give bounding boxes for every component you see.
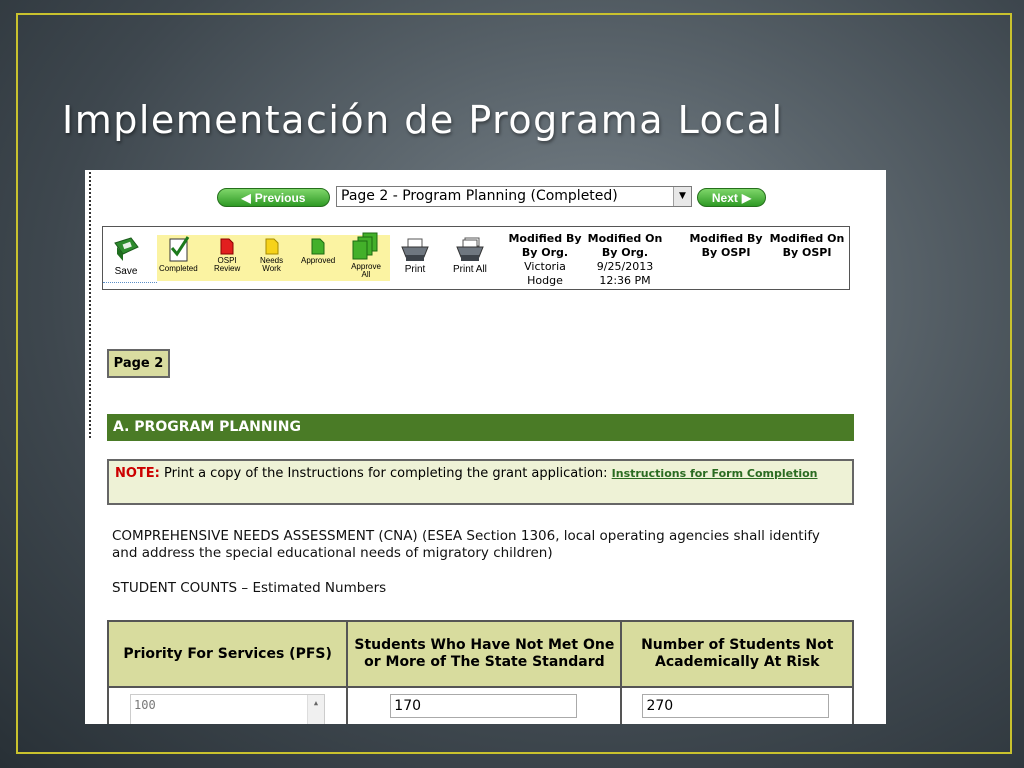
modified-on-org-header: Modified On By Org.	[587, 232, 663, 259]
approve-all-label: Approve All	[351, 262, 381, 279]
pfs-cell	[108, 687, 347, 724]
needs-work-icon	[262, 235, 282, 255]
pfs-textarea[interactable]	[130, 694, 325, 724]
student-counts-table	[107, 620, 854, 724]
modified-by-ospi-header: Modified By By OSPI	[689, 232, 763, 259]
instructions-link[interactable]: Instructions for Form Completion	[611, 467, 818, 480]
note-text: Print a copy of the Instructions for completing the grant application:	[164, 466, 608, 481]
save-icon	[111, 235, 141, 265]
approved-tool[interactable]	[301, 235, 335, 265]
previous-button-label: Previous	[254, 190, 306, 205]
print-tool[interactable]	[400, 237, 430, 275]
scroll-up-icon[interactable]: ▲	[307, 695, 324, 724]
next-button-label: Next	[711, 190, 738, 205]
approved-icon	[308, 235, 328, 255]
dropdown-arrow-icon[interactable]: ▼	[673, 187, 691, 206]
next-button[interactable]	[697, 188, 766, 207]
needs-work-label: Needs Work	[260, 256, 284, 273]
triangle-left-icon: ◀	[241, 190, 251, 205]
student-counts-label: STUDENT COUNTS – Estimated Numbers	[112, 580, 387, 596]
modified-on-org	[585, 232, 665, 288]
completed-tool[interactable]	[159, 235, 198, 273]
note-box	[107, 459, 854, 505]
save-tool[interactable]	[111, 235, 141, 277]
header-not-met: Students Who Have Not Met One or More of The State Standard	[347, 621, 621, 687]
note-label: NOTE:	[115, 466, 160, 481]
header-pfs: Priority For Services (PFS)	[108, 621, 347, 687]
ospi-review-icon	[217, 235, 237, 255]
header-not-at-risk: Number of Students Not Academically At Risk	[621, 621, 853, 687]
toolbar	[102, 226, 850, 290]
screenshot-panel	[85, 170, 886, 724]
ospi-review-label: OSPI Review	[214, 256, 241, 273]
print-all-tool[interactable]	[453, 237, 487, 275]
approve-all-icon	[349, 231, 383, 261]
dotted-divider	[89, 172, 91, 438]
page-select[interactable]	[336, 186, 692, 207]
print-all-label: Print All	[453, 264, 487, 275]
ospi-review-tool[interactable]	[214, 235, 240, 273]
not-met-cell	[347, 687, 621, 724]
completed-label: Completed	[159, 264, 198, 273]
modified-by-org-value: Victoria Hodge	[524, 260, 566, 287]
table-header-row	[108, 621, 853, 687]
modified-by-org-header: Modified By By Org.	[508, 232, 582, 259]
approved-label: Approved	[301, 256, 336, 265]
modified-by-org	[505, 232, 585, 288]
modified-on-org-value: 9/25/2013 12:36 PM	[596, 260, 654, 287]
not-met-input[interactable]: 170	[390, 694, 577, 718]
slide-title: Implementación de Programa Local	[62, 98, 784, 142]
print-icon	[400, 237, 430, 263]
save-label: Save	[114, 266, 138, 277]
not-at-risk-cell	[621, 687, 853, 724]
pfs-value: 100	[134, 698, 156, 712]
modified-on-ospi	[767, 232, 847, 260]
print-label: Print	[404, 264, 426, 275]
approve-all-tool[interactable]	[349, 231, 383, 279]
section-title: A. PROGRAM PLANNING	[107, 414, 854, 441]
triangle-right-icon: ▶	[741, 190, 752, 205]
previous-button[interactable]	[217, 188, 330, 207]
completed-icon	[164, 235, 192, 263]
table-row	[108, 687, 853, 724]
page-tab[interactable]: Page 2	[107, 349, 170, 378]
cna-text: COMPREHENSIVE NEEDS ASSESSMENT (CNA) (ESEA Section 1306, local operating agencies shall identify and address the special educational needs of migratory children)	[112, 528, 820, 561]
page-select-value: Page 2 - Program Planning (Completed)	[341, 188, 618, 204]
modified-on-ospi-header: Modified On By OSPI	[769, 232, 845, 259]
not-at-risk-input[interactable]: 270	[642, 694, 829, 718]
save-focus-outline	[103, 282, 157, 283]
print-all-icon	[455, 237, 485, 263]
modified-by-ospi	[686, 232, 766, 260]
needs-work-tool[interactable]	[260, 235, 283, 273]
